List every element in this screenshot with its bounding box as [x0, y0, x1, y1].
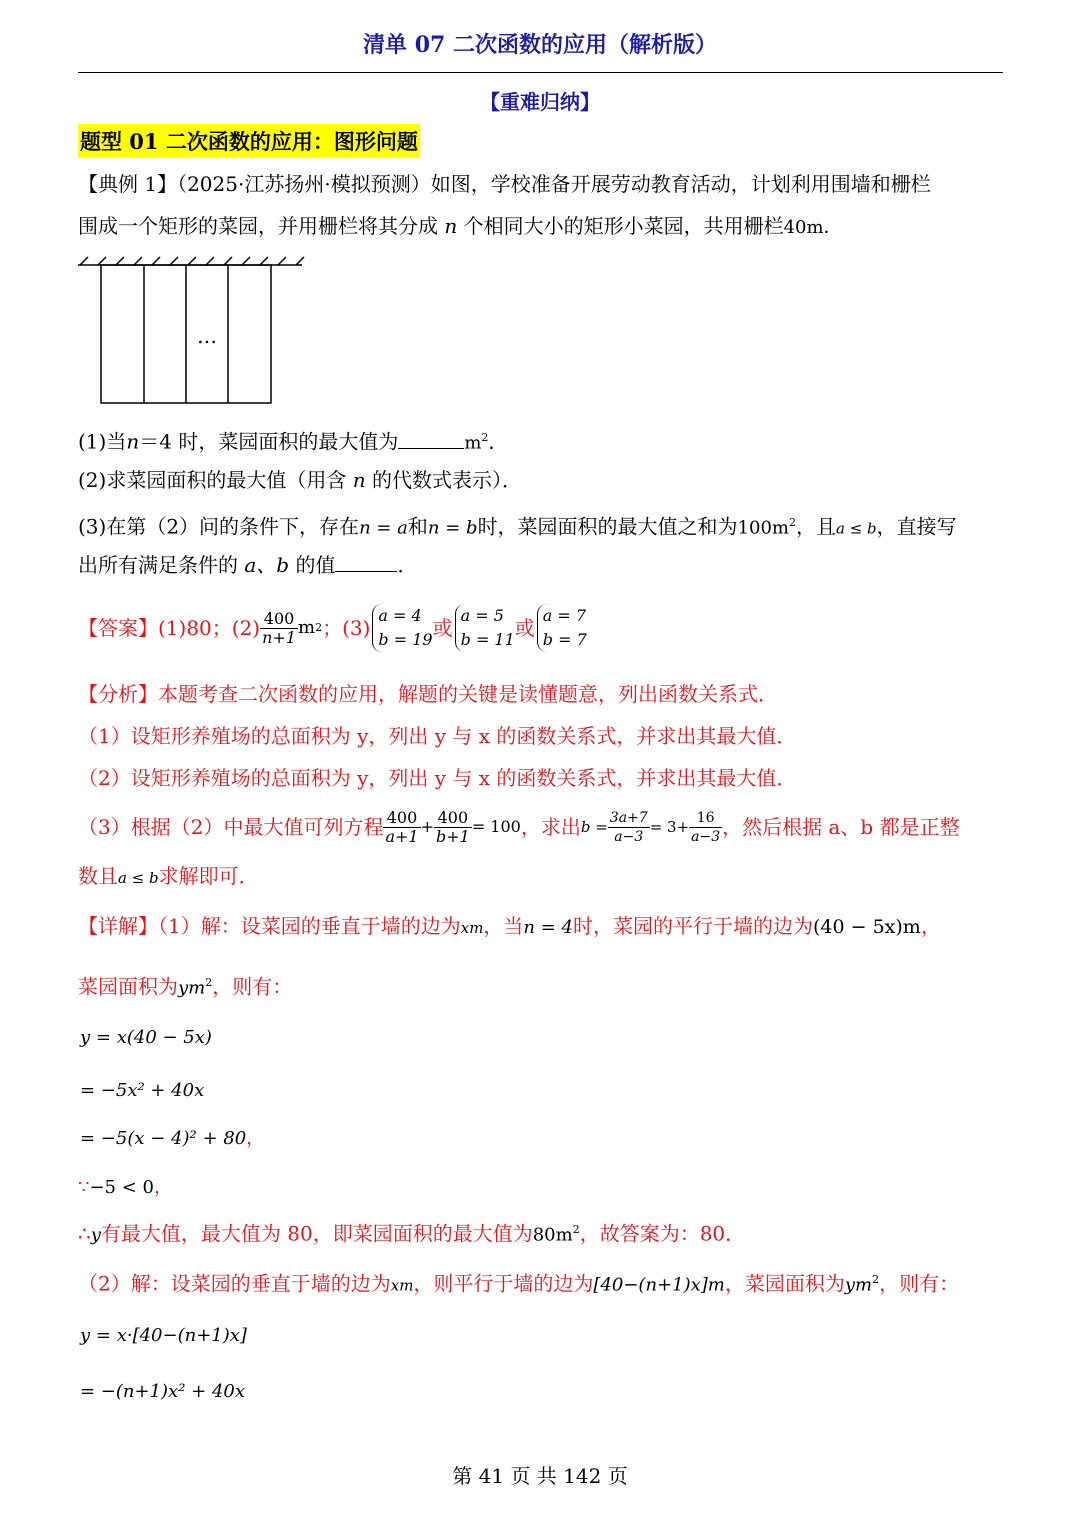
- analysis-line-3: （2）设矩形养殖场的总面积为 y，列出 y 与 x 的函数关系式，并求出其最大值．: [78, 766, 797, 790]
- question-3-line-2: 出所有满足条件的 a、b 的值 ．: [78, 553, 418, 577]
- var-n: n: [444, 214, 458, 238]
- analysis-line-4: （3）根据（2）中最大值可列方程 $\frac{400}{a+1}$ + $\frac{400}{b+1}$ = 100 ，求出 b = $\frac{3a+7}{a-3}$ = 3+ $\frac{16}{a-3}$ ，然后根据 a、b 都是正整: [78, 807, 960, 846]
- because-line: ∵−5 < 0，: [78, 1177, 172, 1198]
- fence-length: 40m．: [783, 217, 842, 238]
- type-heading: 题型 01 二次函数的应用：图形问题: [78, 124, 420, 158]
- section-title: 【重难归纳】: [480, 90, 600, 114]
- equation-2: = −5x² + 40x: [80, 1080, 205, 1101]
- question-3: (3)在第（2）问的条件下，存在n = a和n = b时，菜园面积的最大值之和为$100m^2$，且a ≤ b，直接写: [78, 514, 957, 539]
- example-line-2a: 围成一个矩形的菜园，并用栅栏将其分成: [78, 214, 438, 238]
- example-line-2: [78, 212, 842, 242]
- answer: 【答案】(1)80；(2) $\frac{400}{n+1}$ m 2 ；(3) a = 4 b = 19 或 a = 5 b = 11 或 a = 7 b = 7: [78, 598, 587, 658]
- equation-1: y = x(40 − 5x): [80, 1027, 212, 1048]
- analysis-line-2: （1）设矩形养殖场的总面积为 y，列出 y 与 x 的函数关系式，并求出其最大值．: [78, 724, 797, 748]
- detail-line-1: 【详解】（1）解：设菜园的垂直于墙的边为xm，当n = 4时，菜园的平行于墙的边为(40 − 5x)m，: [78, 914, 941, 938]
- question-2: (2)求菜园面积的最大值（用含 n 的代数式表示）．: [78, 468, 522, 492]
- analysis-line-1: 【分析】本题考查二次函数的应用，解题的关键是读懂题意，列出函数关系式．: [78, 682, 778, 706]
- page-footer: 第 41 页 共 142 页: [452, 1464, 628, 1488]
- example-line-2b: 个相同大小的矩形小菜园，共用栅栏: [463, 214, 784, 238]
- figure-ellipsis: …: [197, 324, 217, 348]
- header-rule: [78, 72, 1003, 73]
- question-1: (1)当n＝4 时，菜园面积的最大值为 $m^2$．: [78, 429, 509, 454]
- detail-line-2: 菜园面积为$ym^2$，则有：: [78, 974, 293, 999]
- page-header-title: 清单 07 二次函数的应用（解析版）: [363, 32, 717, 58]
- equation-3: = −5(x − 4)² + 80，: [80, 1128, 265, 1149]
- detail-part-2: （2）解：设菜园的垂直于墙的边为xm，则平行于墙的边为[40−(n+1)x]m，菜园面积为$ym^2$，则有：: [78, 1271, 960, 1296]
- equation-4: y = x·[40−(n+1)x]: [80, 1325, 247, 1346]
- equation-5: = −(n+1)x² + 40x: [80, 1381, 246, 1402]
- therefore-line: ∴y有最大值，最大值为 80，即菜园面积的最大值为$80m^2$，故答案为：80．: [78, 1221, 746, 1246]
- example-line-1: 【典例 1】（2025·江苏扬州·模拟预测）如图，学校准备开展劳动教育活动，计划利用围墙和栅栏: [78, 172, 931, 196]
- analysis-line-5: 数且a ≤ b求解即可．: [78, 864, 259, 888]
- wall-hatching: [80, 257, 304, 265]
- garden-figure: [76, 255, 316, 410]
